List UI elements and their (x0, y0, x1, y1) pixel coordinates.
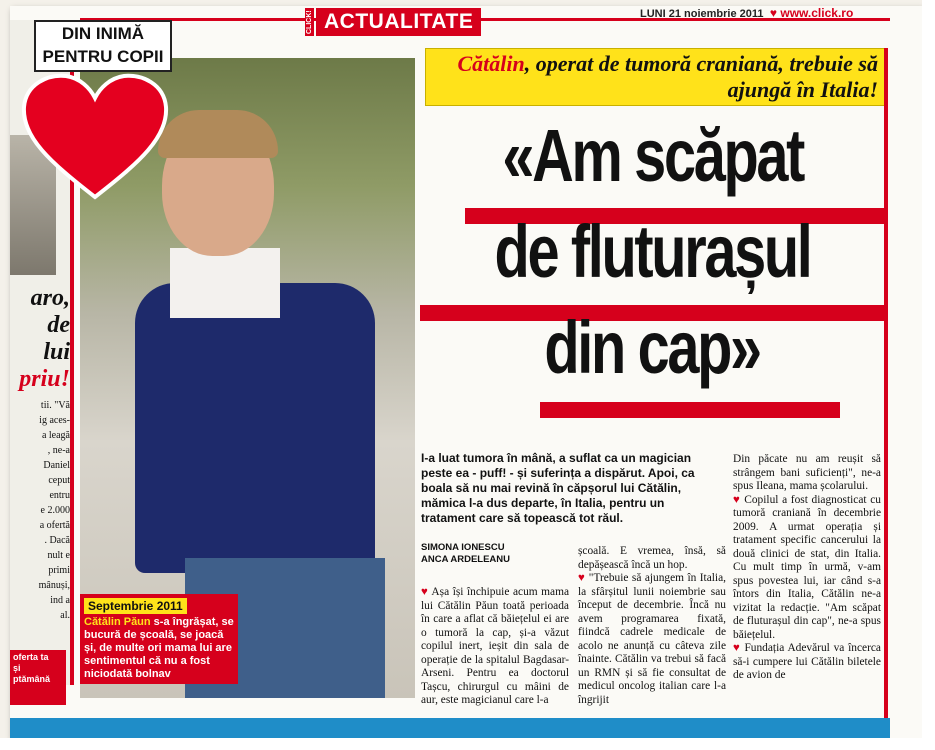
main-headline (415, 108, 890, 396)
headline-line-text: «Am scăpat (502, 114, 803, 197)
torn-edge-bottom (0, 738, 935, 750)
photo-caption (80, 594, 238, 684)
issue-date: LUNI 21 noiembrie 2011 (640, 8, 764, 20)
lead-paragraph: I-a luat tumora în mână, a suflat ca un magician peste ea - puff! - și suferința a dispărut. Apoi, ca boala să nu mai revină în căpșorul lui Cătălin, mămica l-a dus departe, în Italia, pentru un tratament care să topească tot răul. (421, 451, 695, 525)
left-strip-body-line: nult e (47, 550, 70, 561)
section-header (305, 8, 481, 36)
site-url-text: www.click.ro (780, 6, 854, 20)
col1-text: Așa își închipuie acum mama lui Cătălin Păun toată perioada în care a aflat că băiețelul ei are o tumoră la cap, și-a văzut copilul inert, ieșit din sala de operație de la spitalul Bagdasar-Arseni. Pentru ea doctorul Tașcu, chirurgul cu mâini de aur, este magicianul care l-a (421, 586, 570, 706)
badge-din-inima: DIN INIMĂ PENTRU COPII (34, 20, 172, 72)
col3-text-b: Copilul a fost diagnosticat cu tumoră craniană în decembrie 2009. A urmat operația și tratament specific cancerului la două clinici de stat, din Italia. Cu mult timp în urmă, v-am spus povestea lui, iar când s-a întors din Italia, Cătălin ne-a vizitat la redacție. "Am scăpat de fluturașul din cap", ne-a spus băiețelul. (733, 493, 881, 641)
left-strip-body-line: entru (49, 490, 70, 501)
left-strip-body-line: ig aces- (39, 415, 70, 426)
author-name: ANCA ARDELEANU (421, 554, 511, 565)
left-strip-body-line: tii. "Vă (40, 400, 70, 411)
col3-text-a: Din păcate nu am reușit să strângem bani suficienți", ne-a spus Ileana, mama școlarului. (733, 453, 881, 492)
heart-icon: ♥ (421, 586, 429, 598)
promo-line: oferta ta (13, 652, 49, 662)
col2-text-b: "Trebuie să ajungem în Italia, la sfârșitul lunii noiembrie sau început de decembrie. Încă nu avem programarea fixată, fiindcă cadrele medicale de acolo ne anunță cu câteva zile înainte. Cătălin va trebui să facă un RMN și să fie consultat de medicul oncolog italian care l-a îngrijit (578, 572, 727, 706)
caption-body: s-a îngrășat, se bucură de școală, se joacă și, de multe ori mama lui are sentimentul că nu a fost niciodată bolnav (84, 616, 234, 680)
heart-icon: ♥ (733, 642, 741, 654)
photo-boy-sweater (135, 283, 375, 573)
photo-boy-collar (170, 248, 280, 318)
deck-rest: , operat de tumoră craniană, trebuie să ajungă în Italia! (524, 51, 878, 102)
left-strip-body-line: e 2.000 (40, 505, 70, 516)
caption-text (84, 616, 234, 681)
section-name: ACTUALITATE (316, 8, 481, 36)
headline-line-text: din cap» (544, 306, 761, 389)
torn-edge-right (922, 0, 935, 750)
dateline (640, 6, 853, 20)
photo-boy-hair (158, 110, 278, 158)
heart-icon: ♥ (578, 572, 586, 584)
promo-line: și (13, 663, 21, 673)
left-strip-body-line: al. (60, 610, 70, 621)
promo-line: ptămână (13, 674, 51, 684)
deck-subheadline (425, 48, 887, 106)
left-strip-body-line: ceput (48, 475, 70, 486)
left-strip-headline-4: priu! (19, 366, 70, 392)
caption-highlight: Cătălin Păun (84, 616, 151, 628)
heart-icon: ♥ (733, 493, 741, 506)
left-strip-body-line: Daniel (43, 460, 70, 471)
col3-text-c: Fundația Adevărul va încerca să-i cumpere lui Cătălin biletele de avion de (733, 642, 881, 681)
headline-line (415, 108, 890, 204)
body-column-3 (733, 453, 881, 683)
left-strip-promo-box (10, 650, 66, 705)
author-name: SIMONA IONESCU (421, 542, 505, 553)
caption-title: Septembrie 2011 (84, 598, 187, 614)
left-strip-headline-2: de (47, 312, 70, 338)
bottom-color-band (10, 718, 890, 740)
right-frame-rule (884, 48, 888, 738)
left-strip-body-line: , ne-a (47, 445, 70, 456)
col2-text-a: școală. E vremea, însă, să depășească încă un hop. (578, 545, 726, 571)
site-url: ♥ www.click.ro (766, 6, 854, 20)
left-strip-body-line: a leagă (41, 430, 70, 441)
byline (421, 542, 571, 566)
left-strip-body-line: primi (48, 565, 70, 576)
heart-icon (20, 72, 170, 202)
body-column-1 (421, 586, 569, 708)
section-tag: CLICK! (305, 8, 314, 36)
headline-line-text: de fluturașul (494, 210, 811, 293)
left-strip-body-line: ind a (50, 595, 70, 606)
body-column-2 (578, 545, 726, 707)
left-strip-body-line: mânuși, (38, 580, 70, 591)
left-strip-body-line: a ofertă (39, 520, 70, 531)
left-strip-headline-3: lui (43, 339, 70, 365)
deck-name: Cătălin (457, 51, 525, 76)
headline-underline (540, 402, 840, 418)
left-strip-body-line: . Dacă (44, 535, 70, 546)
left-strip-headline-1: aro, (30, 285, 70, 311)
